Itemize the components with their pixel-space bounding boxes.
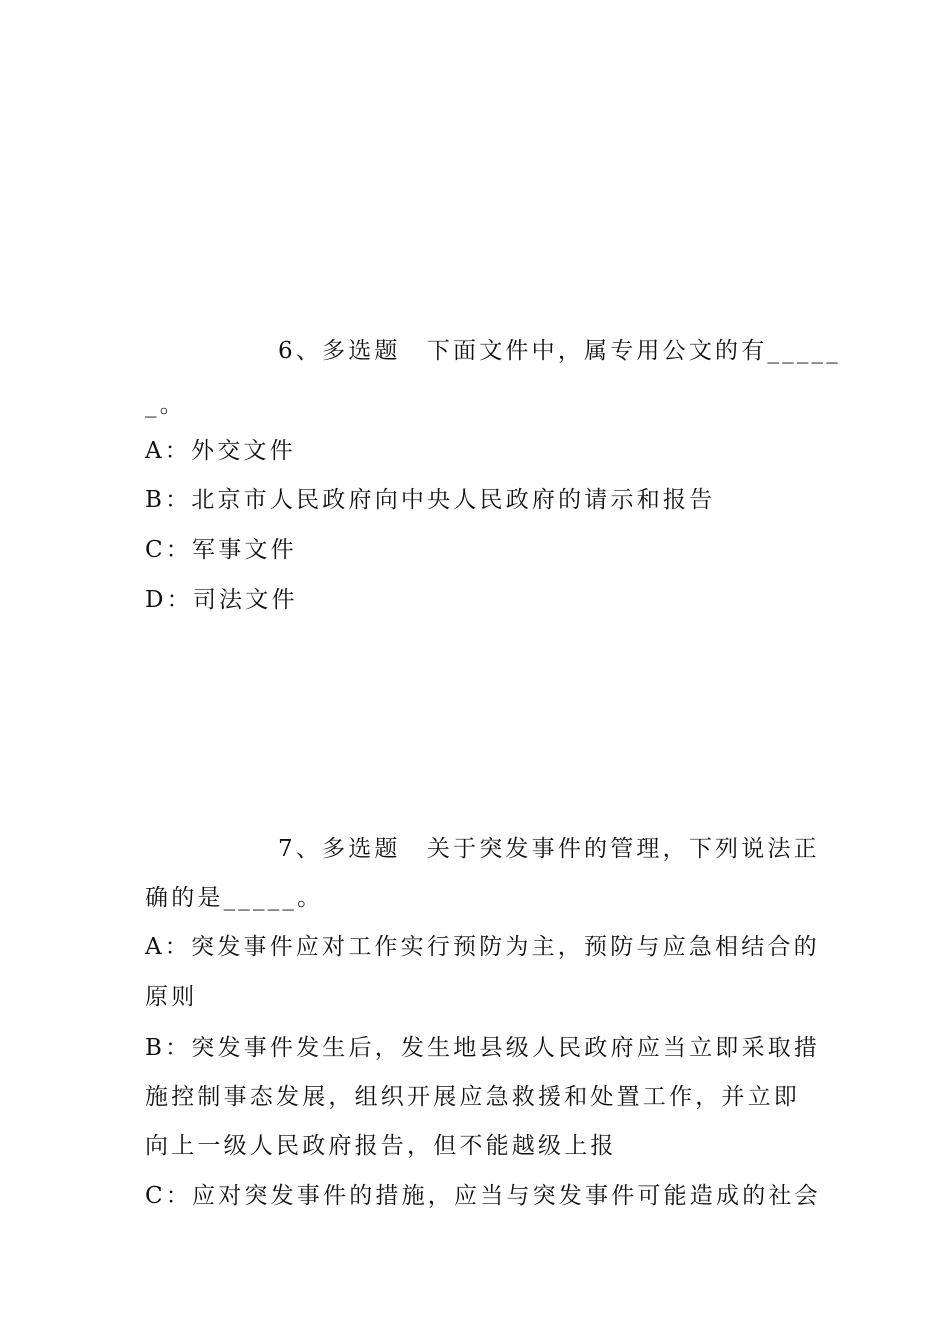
question-7-option-a-line-2: 原则 <box>145 984 198 1010</box>
question-6-option-a: A：外交文件 <box>145 438 296 464</box>
question-7-option-b-line-1: B：突发事件发生后，发生地县级人民政府应当立即采取措 <box>145 1035 821 1061</box>
question-6-option-d: D：司法文件 <box>145 587 298 613</box>
question-7-heading: 7、多选题 关于突发事件的管理，下列说法正 <box>278 836 820 862</box>
question-7-option-c-line-1: C：应对突发事件的措施，应当与突发事件可能造成的社会 <box>145 1183 821 1209</box>
question-7-heading-continued: 确的是_____。 <box>145 885 324 911</box>
question-6-option-b: B：北京市人民政府向中央人民政府的请示和报告 <box>145 487 716 513</box>
question-7-option-b-line-2: 施控制事态发展，组织开展应急救援和处置工作，并立即 <box>145 1084 800 1110</box>
question-6-heading: 6、多选题 下面文件中，属专用公文的有_____ <box>278 338 841 364</box>
question-7-option-a-line-1: A：突发事件应对工作实行预防为主，预防与应急相结合的 <box>145 934 820 960</box>
question-7-option-b-line-3: 向上一级人民政府报告，但不能越级上报 <box>145 1133 617 1159</box>
question-6-heading-continued: _。 <box>145 392 186 418</box>
question-6-option-c: C：军事文件 <box>145 537 297 563</box>
